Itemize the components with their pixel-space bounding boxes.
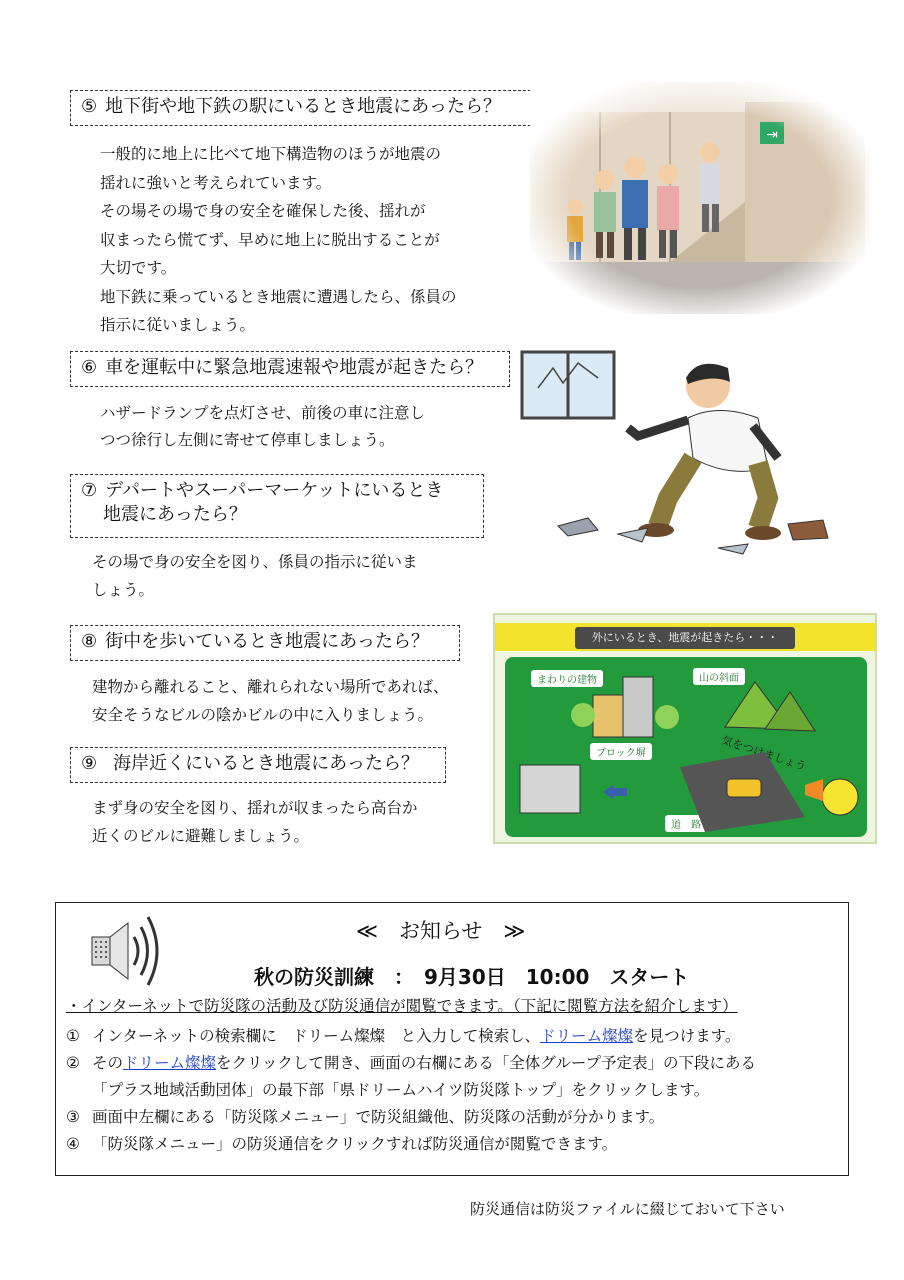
section-7-title-line2: 地震にあったら？	[103, 504, 247, 525]
step-2-line2-text: 「プラス地域活動団体」の最下部「県ドリームハイツ防災隊トップ」をクリックします。	[92, 1081, 710, 1099]
section-7-number: ⑦	[81, 480, 98, 501]
section-7-body: その場で身の安全を図り、係員の指示に従いま しょう。	[92, 553, 418, 599]
notice-intro: ・インターネットで防災隊の活動及び防災通信が閲覧できます。（下記に閲覧方法を紹介します）	[66, 997, 738, 1015]
section-8-title: 街中を歩いているとき地震にあったら？	[105, 631, 429, 652]
step-2-number: ②	[66, 1054, 80, 1072]
section-6-heading	[70, 351, 510, 387]
section-9-title: 海岸近くにいるとき地震にあったら？	[113, 753, 419, 774]
step-1-tail: を見つけます。	[633, 1027, 741, 1045]
notice-step-1	[66, 1024, 740, 1048]
dream-sansan-link-2[interactable]: ドリーム燦燦	[123, 1054, 217, 1072]
section-5-number: ⑤	[81, 96, 98, 117]
footer-note: 防災通信は防災ファイルに綴じておいて下さい	[470, 1200, 785, 1218]
section-8-body: 建物から離れること、離れられない場所であれば、 安全そうなビルの陰かビルの中に入りましょう。	[92, 678, 449, 724]
section-6-body: ハザードランプを点灯させ、前後の車に注意し つつ徐行し左側に寄せて停車しましょう。	[100, 404, 426, 449]
section-7-heading	[70, 474, 484, 538]
poster-header-text: 外にいるとき、地震が起きたら・・・	[575, 627, 795, 649]
section-8-number: ⑧	[81, 631, 98, 652]
section-8-heading	[70, 625, 460, 661]
poster-label-buildings: まわりの建物	[531, 670, 603, 687]
step-2-text: その	[92, 1054, 124, 1072]
step-4-number: ④	[66, 1135, 80, 1153]
step-1-number: ①	[66, 1027, 80, 1045]
poster-drawings	[505, 657, 867, 837]
crouching-man-illustration	[518, 348, 848, 560]
dream-sansan-link-1[interactable]: ドリーム燦燦	[540, 1027, 634, 1045]
section-9-body: まず身の安全を図り、揺れが収まったら高台か 近くのビルに避難しましょう。	[92, 799, 418, 845]
notice-step-4	[66, 1132, 617, 1156]
section-5-body: 一般的に地上に比べて地下構造物のほうが地震の 揺れに強いと考えられています。 その場その場で身の安全を確保した後、揺れが 収まったら慌てず、早めに地上に脱出することが 大切です。 地下鉄に乗っているとき地震に遭遇したら、係員の 指示に従いましょう。	[100, 145, 457, 334]
notice-step-2	[66, 1051, 756, 1075]
step-2-tail: をクリックして開き、画面の右欄にある「全体グループ予定表」の下段にある	[216, 1054, 757, 1072]
notice-box	[55, 902, 849, 1176]
fall-drill-schedule: 秋の防災訓練 ： 9月30日 10:00 スタート	[254, 965, 690, 989]
poster-label-slope: 山の斜面	[693, 668, 745, 685]
step-3-text: 画面中左欄にある「防災隊メニュー」で防災組織他、防災隊の活動が分かります。	[92, 1108, 665, 1126]
subway-evacuation-illustration	[530, 82, 870, 314]
section-6-title: 車を運転中に緊急地震速報や地震が起きたら？	[105, 357, 484, 378]
step-4-text: 「防災隊メニュー」の防災通信をクリックすれば防災通信が閲覧できます。	[92, 1135, 618, 1153]
section-9-number: ⑨	[81, 753, 98, 774]
speaker-icon	[86, 909, 162, 993]
outdoor-safety-poster	[493, 613, 877, 844]
section-7-title: デパートやスーパーマーケットにいるとき	[105, 480, 444, 501]
section-9-heading	[70, 747, 446, 783]
notice-step-3	[66, 1105, 664, 1129]
poster-label-block: ブロック塀	[590, 743, 652, 760]
section-5-heading	[70, 90, 536, 126]
notice-title: ≪ お知らせ ≫	[356, 919, 526, 943]
poster-label-road: 道 路	[665, 815, 707, 832]
step-1-text: インターネットの検索欄に ドリーム燦燦 と入力して検索し、	[92, 1027, 541, 1045]
notice-step-2-line2	[92, 1078, 709, 1102]
section-5-title: 地下街や地下鉄の駅にいるとき地震にあったら？	[105, 96, 501, 117]
section-6-number: ⑥	[81, 357, 98, 378]
step-3-number: ③	[66, 1108, 80, 1126]
